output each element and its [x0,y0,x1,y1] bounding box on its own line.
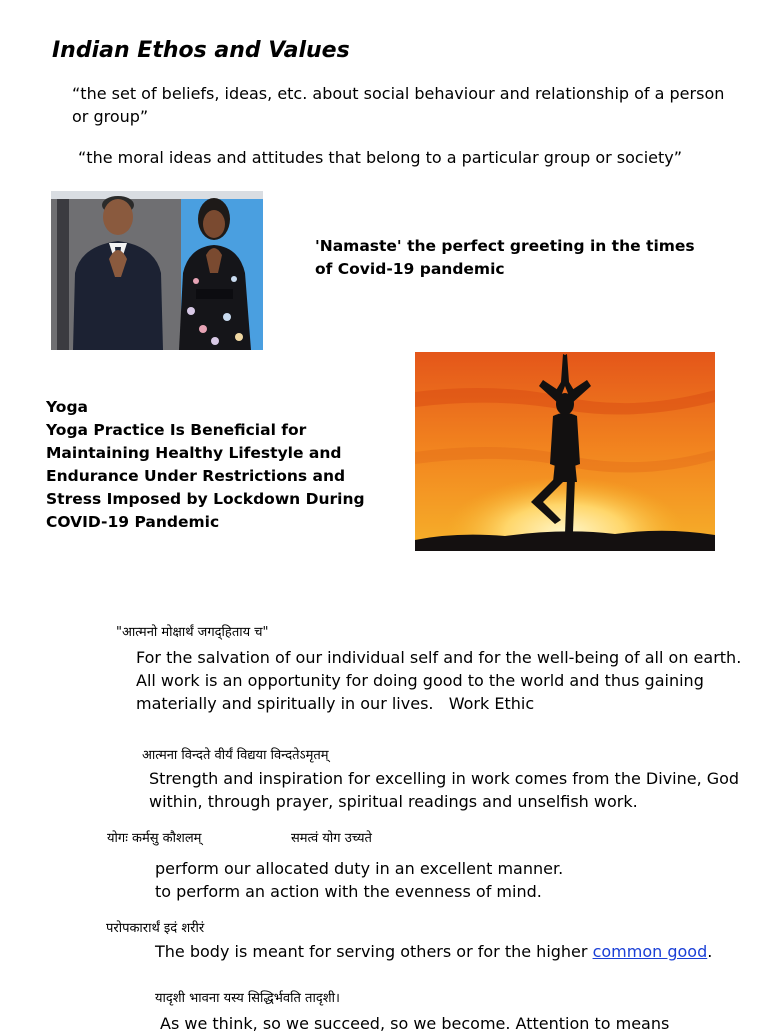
verse-4-text [155,940,712,963]
verse-2-text [149,767,739,813]
verse-5-sanskrit: यादृशी भावना यस्य सिद्धिर्भवति तादृशी। [155,991,340,1006]
definition-1: “the set of beliefs, ideas, etc. about social behaviour and relationship of a person or group” [72,84,725,126]
namaste-caption: 'Namaste' the perfect greeting in the times of Covid-19 pandemic [315,237,695,278]
verse-1-sanskrit: "आत्मनो मोक्षार्थं जगद्हिताय च" [116,625,269,640]
verse-4-text-before: The body is meant for serving others or for the higher [155,942,593,961]
verse-1-line-2: All work is an opportunity for doing good to the world and thus gaining [136,671,704,690]
definition-2: “the moral ideas and attitudes that belong to a particular group or society” [78,148,683,167]
page-title: Indian Ethos and Values [52,38,350,63]
verse-2-sanskrit: आत्मना विन्दते वीर्यं विद्यया विन्दतेऽमृतम् [142,748,329,763]
namaste-photo [51,191,263,350]
verse-2-line-1: Strength and inspiration for excelling in work comes from the Divine, God [149,769,740,788]
verse-2-line-2: within, through prayer, spiritual readings and unselfish work. [149,792,638,811]
verse-3-sanskrit-b: समत्वं योग उच्यते [291,831,372,846]
verse-4-sanskrit: परोपकारार्थं इदं शरीरं [106,921,205,936]
verse-3-line-1: perform our allocated duty in an excellent manner. [155,859,564,878]
verse-4-text-after: . [707,942,713,961]
common-good-link[interactable]: common good [592,942,708,961]
yoga-description: Yoga Practice Is Beneficial for Maintaining Healthy Lifestyle and Endurance Under Restrictions and Stress Imposed by Lockdown During COVID-19 Pandemic [46,421,365,531]
verse-1-line-3: materially and spiritually in our lives. Work Ethic [136,694,535,713]
yoga-silhouette-photo [415,352,715,551]
verse-3-line-2: to perform an action with the evenness of mind. [155,882,542,901]
yoga-heading: Yoga [46,398,89,416]
verse-3-sanskrit: योगः कर्मसु कौशलम् [107,831,202,846]
verse-1-line-1: For the salvation of our individual self and for the well-being of all on earth. [136,648,742,667]
verse-5-text-partial: As we think, so we succeed, so we become. Attention to means [160,1014,670,1033]
verse-3-text [155,857,563,903]
verse-1-text [136,646,741,715]
